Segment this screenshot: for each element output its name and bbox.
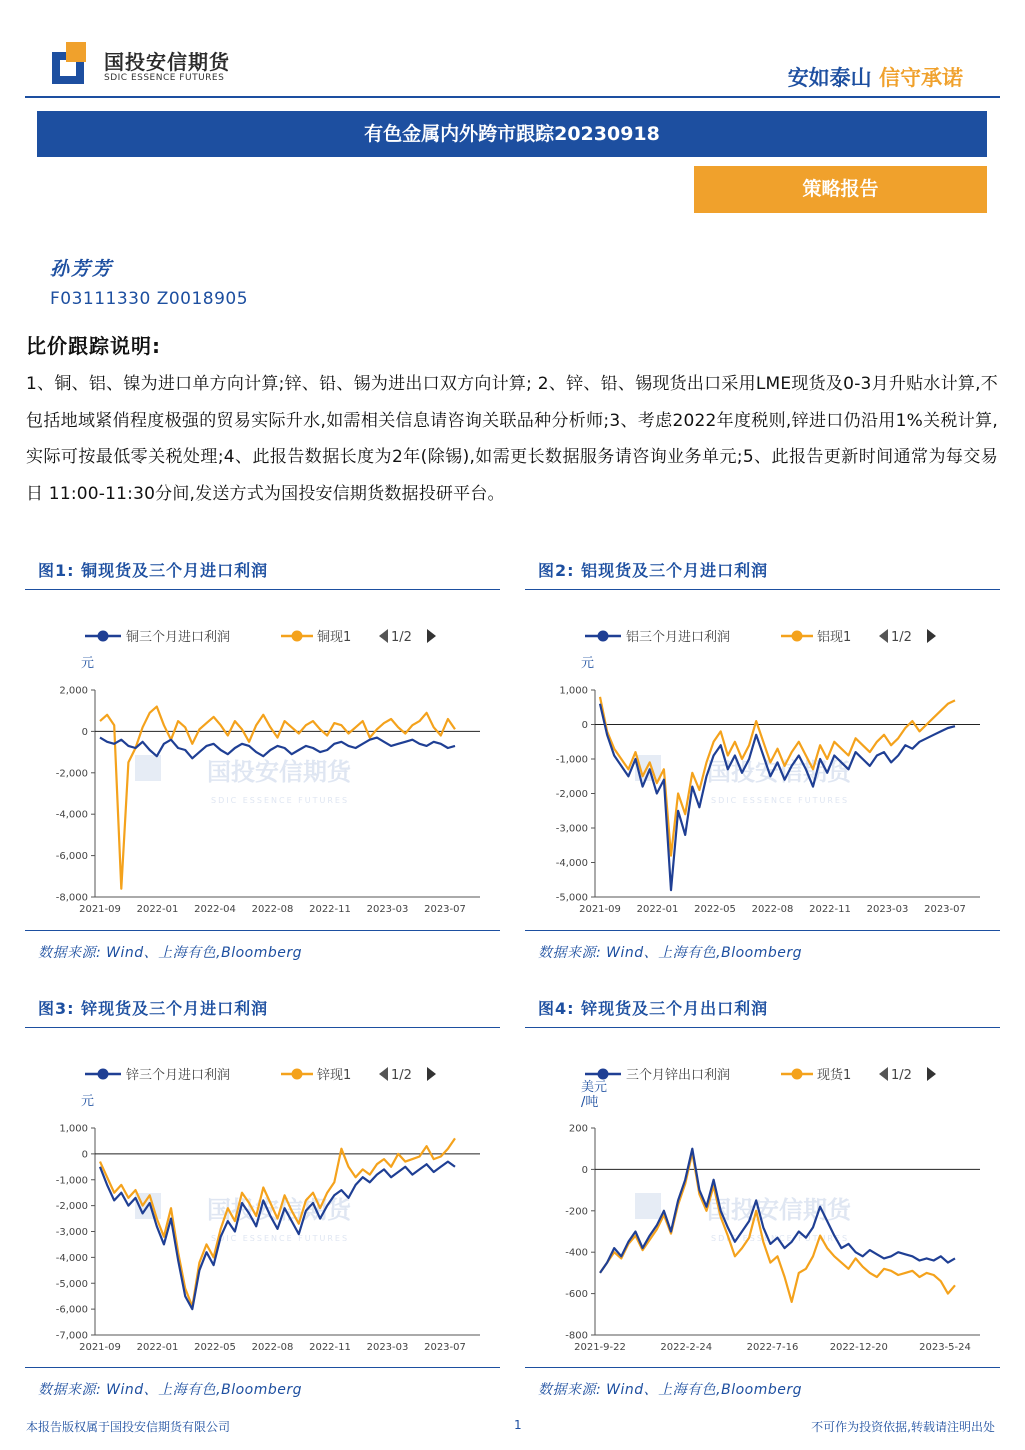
footer-copyright: 本报告版权属于国投安信期货有限公司 (26, 1420, 231, 1434)
y-axis-unit: 元 (581, 656, 595, 671)
legend-next-icon (427, 629, 436, 643)
notes-heading: 比价跟踪说明: (26, 334, 161, 358)
logo-mark-icon (52, 42, 94, 84)
chart-zinc-import-profit (25, 1053, 500, 1368)
x-tick-label: 2022-01 (136, 904, 179, 915)
watermark-text: 国投安信期货 (707, 1196, 851, 1224)
legend-label-series-2: 锌现1 (317, 1068, 352, 1083)
x-tick-label: 2023-03 (366, 904, 409, 915)
y-tick-label: 1,000 (59, 1123, 88, 1135)
header-divider (25, 96, 1000, 98)
figure-2-source: 数据来源: Wind、上海有色,Bloomberg (538, 945, 803, 961)
y-tick-label: 0 (581, 720, 588, 731)
y-tick-label: -4,000 (55, 809, 88, 821)
watermark-text-en: SDIC ESSENCE FUTURES (211, 796, 350, 805)
x-tick-label: 2021-09 (579, 904, 621, 915)
y-tick-label: 0 (581, 1164, 588, 1176)
y-tick-label: -4,000 (555, 858, 588, 869)
figure-4-source: 数据来源: Wind、上海有色,Bloomberg (538, 1382, 803, 1398)
x-tick-label: 2023-07 (924, 904, 966, 915)
legend-marker-series-2 (292, 631, 303, 642)
y-tick-label: -3,000 (55, 1227, 88, 1238)
legend-marker-series-2 (292, 1069, 303, 1080)
y-tick-label: -7,000 (55, 1330, 88, 1342)
figure-1-rule (25, 589, 500, 590)
chart-aluminum-import-profit (525, 615, 1000, 930)
x-tick-label: 2023-03 (366, 1342, 409, 1353)
chart-copy-import-profit (25, 615, 500, 930)
legend-marker-series-1 (98, 631, 109, 642)
figure-4-bottom-rule (525, 1367, 1000, 1368)
figure-4-title: 图4: 锌现货及三个月出口利润 (538, 999, 769, 1018)
y-axis-unit: /吨 (581, 1095, 599, 1110)
figure-3-bottom-rule (25, 1367, 500, 1368)
watermark-text: 国投安信期货 (207, 758, 351, 786)
watermark-logo-icon (135, 755, 161, 781)
author-name: 孙芳芳 (50, 258, 114, 280)
legend-next-icon (927, 629, 936, 643)
legend-next-icon (927, 1067, 936, 1081)
legend-label-series-1: 铝三个月进口利润 (626, 630, 731, 645)
company-logo (52, 40, 242, 90)
slogan-part-a: 安如泰山 (787, 66, 872, 90)
legend-marker-series-2 (792, 631, 803, 642)
x-tick-label: 2023-07 (424, 904, 466, 915)
legend-prev-icon (879, 629, 888, 643)
footer-disclaimer: 不可作为投资依据,转载请注明出处 (811, 1420, 995, 1434)
x-tick-label: 2022-01 (636, 904, 679, 915)
x-tick-label: 2021-9-22 (574, 1342, 626, 1353)
y-tick-label: -5,000 (55, 1278, 88, 1290)
y-tick-label: -1,000 (55, 1175, 88, 1187)
y-tick-label: -2,000 (555, 789, 588, 800)
legend-label-series-1: 锌三个月进口利润 (126, 1068, 231, 1083)
y-tick-label: -800 (565, 1330, 588, 1342)
y-tick-label: -4,000 (55, 1252, 88, 1264)
figure-2-title: 图2: 铝现货及三个月进口利润 (538, 561, 769, 580)
legend-marker-series-2 (792, 1069, 803, 1080)
x-tick-label: 2022-05 (194, 1342, 236, 1353)
y-tick-label: -400 (565, 1247, 588, 1259)
x-tick-label: 2023-5-24 (919, 1342, 971, 1353)
y-tick-label: -600 (565, 1289, 588, 1301)
figure-1-title: 图1: 铜现货及三个月进口利润 (38, 561, 269, 580)
y-tick-label: -8,000 (55, 892, 88, 904)
y-tick-label: -1,000 (555, 754, 588, 766)
legend-marker-series-1 (98, 1069, 109, 1080)
y-tick-label: -5,000 (555, 892, 588, 904)
watermark-text-en: SDIC ESSENCE FUTURES (211, 1234, 350, 1243)
y-tick-label: -6,000 (55, 1304, 88, 1316)
watermark-text: 国投安信期货 (707, 758, 851, 786)
x-tick-label: 2022-7-16 (746, 1342, 799, 1353)
x-tick-label: 2022-08 (251, 904, 294, 915)
x-tick-label: 2022-04 (194, 904, 236, 915)
legend-page-indicator: 1/2 (891, 630, 912, 645)
legend-marker-series-1 (598, 1069, 609, 1080)
report-title: 有色金属内外跨市跟踪20230918 (37, 111, 987, 157)
figure-2-bottom-rule (525, 930, 1000, 931)
y-tick-label: -2,000 (55, 768, 88, 780)
x-tick-label: 2022-08 (751, 904, 794, 915)
x-tick-label: 2021-09 (79, 1342, 121, 1353)
series-line-2 (600, 1153, 955, 1302)
figure-2-rule (525, 589, 1000, 590)
x-tick-label: 2022-12-20 (829, 1342, 888, 1353)
y-tick-label: 0 (81, 726, 88, 738)
figure-4-rule (525, 1027, 1000, 1028)
footer-page-number: 1 (514, 1418, 522, 1432)
author-license: F03111330 Z0018905 (50, 289, 249, 309)
y-tick-label: -6,000 (55, 851, 88, 863)
x-tick-label: 2021-09 (79, 904, 121, 915)
legend-next-icon (427, 1067, 436, 1081)
watermark-text: 国投安信期货 (207, 1196, 351, 1224)
legend-page-indicator: 1/2 (891, 1068, 912, 1083)
x-tick-label: 2022-05 (694, 904, 736, 915)
chart-zinc-export-profit (525, 1053, 1000, 1368)
figure-1-source: 数据来源: Wind、上海有色,Bloomberg (38, 945, 303, 961)
figure-3-rule (25, 1027, 500, 1028)
y-tick-label: -200 (565, 1206, 588, 1218)
figure-3-source: 数据来源: Wind、上海有色,Bloomberg (38, 1382, 303, 1398)
legend-label-series-2: 铝现1 (817, 630, 852, 645)
logo-en-text: SDIC ESSENCE FUTURES (104, 73, 225, 83)
legend-marker-series-1 (598, 631, 609, 642)
y-axis-unit: 元 (81, 656, 95, 671)
figure-3-title: 图3: 锌现货及三个月进口利润 (38, 999, 269, 1018)
x-tick-label: 2022-11 (809, 904, 851, 915)
legend-prev-icon (379, 1067, 388, 1081)
y-tick-label: -3,000 (555, 823, 588, 835)
watermark-text-en: SDIC ESSENCE FUTURES (711, 1234, 850, 1243)
x-tick-label: 2023-07 (424, 1342, 466, 1353)
figure-1-bottom-rule (25, 930, 500, 931)
x-tick-label: 2022-01 (136, 1342, 179, 1353)
legend-label-series-1: 三个月锌出口利润 (626, 1068, 731, 1083)
x-tick-label: 2023-03 (866, 904, 909, 915)
x-tick-label: 2022-11 (309, 1342, 351, 1353)
watermark-text-en: SDIC ESSENCE FUTURES (711, 796, 850, 805)
report-type-tag: 策略报告 (694, 166, 987, 213)
x-tick-label: 2022-08 (251, 1342, 294, 1353)
legend-page-indicator: 1/2 (391, 1068, 412, 1083)
legend-prev-icon (379, 629, 388, 643)
y-axis-unit: 元 (81, 1094, 95, 1109)
legend-page-indicator: 1/2 (391, 630, 412, 645)
y-tick-label: 0 (81, 1149, 88, 1161)
notes-text: 1、铜、铝、镍为进口单方向计算;锌、铅、锡为进出口双方向计算; 2、锌、铅、锡现货出口采用LME现货及0-3月升贴水计算,不包括地域紧俏程度极强的贸易实际升水,如需相关信息请咨询关联品种分析师;3、考虑2022年度税则,锌进口仍沿用1%关税计算,实际可按最低零关税处理;4、此报告数据长度为2年(除锡),如需更长数据服务请咨询业务单元;5、此报告更新时间通常为每交易日 11:00-11:30分间,发送方式为国投安信期货数据投研平台。 (26, 374, 998, 504)
legend-prev-icon (879, 1067, 888, 1081)
y-tick-label: 2,000 (59, 685, 88, 697)
y-axis-unit: 美元 (581, 1080, 608, 1095)
y-tick-label: 1,000 (559, 685, 588, 697)
slogan (788, 62, 963, 92)
logo-cn-text: 国投安信期货 (104, 50, 230, 74)
watermark-logo-icon (635, 1193, 661, 1219)
slogan-part-b: 信守承诺 (879, 66, 963, 90)
x-tick-label: 2022-11 (309, 904, 351, 915)
legend-label-series-2: 现货1 (817, 1068, 852, 1083)
legend-label-series-1: 铜三个月进口利润 (126, 630, 231, 645)
legend-label-series-2: 铜现1 (317, 630, 352, 645)
x-tick-label: 2022-2-24 (660, 1342, 713, 1353)
y-tick-label: 200 (568, 1123, 588, 1135)
y-tick-label: -2,000 (55, 1201, 88, 1213)
